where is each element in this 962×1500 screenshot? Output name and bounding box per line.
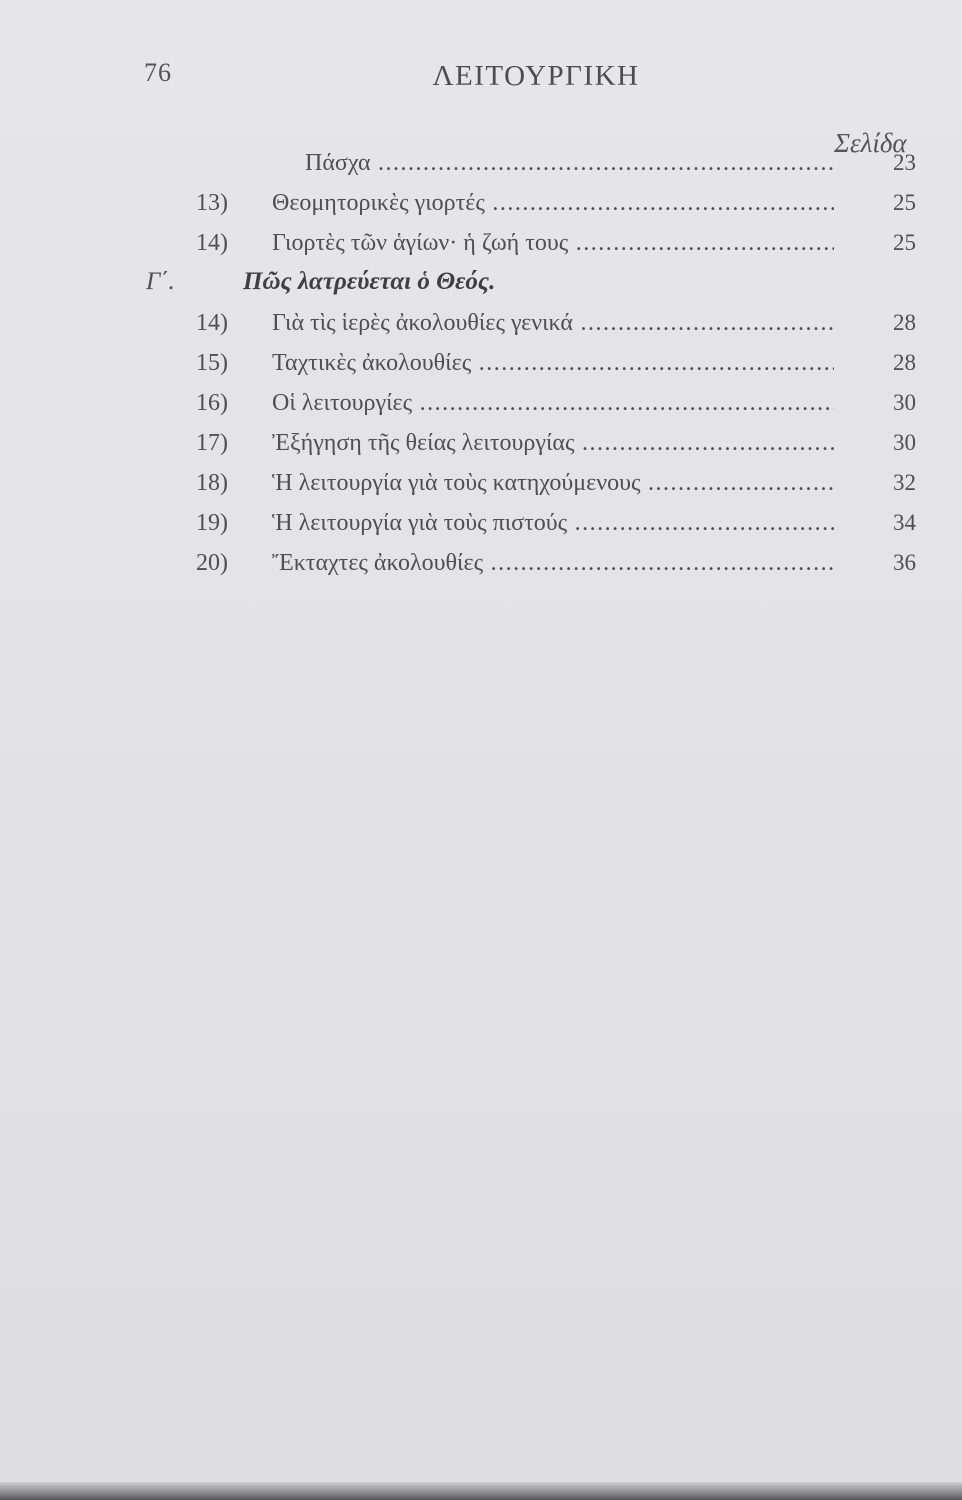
entry-number: 15) [196, 350, 228, 376]
entry-title: Ἡ λειτουργία γιὰ τοὺς κατηχούμενους ..... [272, 470, 834, 497]
entry-page: 28 [893, 310, 916, 335]
entry-page: 30 [893, 430, 916, 455]
toc-entry [0, 466, 962, 506]
entry-page: 25 [893, 190, 916, 215]
toc-entry [0, 186, 962, 226]
entry-number: 14) [196, 230, 228, 256]
entry-number: 17) [196, 430, 228, 456]
entry-number: 14) [196, 310, 228, 336]
entry-number: 18) [196, 470, 228, 496]
toc-entry [0, 226, 962, 266]
entry-number: 13) [196, 190, 228, 216]
entry-title: Γιορτὲς τῶν ἁγίων· ἡ ζωή τους ..... [272, 230, 834, 257]
toc-entry [0, 346, 962, 386]
table-of-contents [0, 146, 962, 586]
page-column-label: Σελίδα [834, 128, 907, 158]
toc-entry [0, 386, 962, 426]
toc-entry [0, 146, 962, 186]
entry-number: 19) [196, 510, 228, 536]
toc-entry [0, 306, 962, 346]
entry-page: 30 [893, 390, 916, 415]
section-heading-row [0, 266, 962, 306]
section-letter: Γ΄. [146, 268, 175, 295]
entry-title: Γιὰ τὶς ἱερὲς ἀκολουθίες γενικά ..... [272, 310, 834, 337]
entry-page: 25 [893, 230, 916, 255]
entry-title: Ἡ λειτουργία γιὰ τοὺς πιστούς ..... [272, 510, 834, 537]
entry-page: 36 [893, 550, 916, 575]
entry-page: 34 [893, 510, 916, 535]
entry-title: Θεομητορικὲς γιορτές ..... [272, 190, 834, 217]
page-bottom-edge [0, 1482, 962, 1500]
toc-entry [0, 426, 962, 466]
entry-number: 16) [196, 390, 228, 416]
entry-title: Πάσχα ..... [305, 150, 834, 177]
entry-number: 20) [196, 550, 228, 576]
entry-title: Ταχτικὲς ἀκολουθίες ..... [272, 350, 834, 377]
entry-page: 23 [893, 150, 916, 175]
page-number: 76 [144, 58, 172, 87]
entry-page: 28 [893, 350, 916, 375]
section-heading: Πῶς λατρεύεται ὁ Θεός. [243, 268, 496, 295]
running-title: ΛΕΙΤΟΥΡΓΙΚΗ [432, 60, 640, 92]
toc-entry [0, 546, 962, 586]
entry-title: Οἱ λειτουργίες ..... [272, 390, 834, 417]
toc-entry [0, 506, 962, 546]
entry-page: 32 [893, 470, 916, 495]
entry-title: Ἔκταχτες ἀκολουθίες ..... [272, 550, 834, 577]
entry-title: Ἐξήγηση τῆς θείας λειτουργίας ..... [272, 430, 834, 457]
